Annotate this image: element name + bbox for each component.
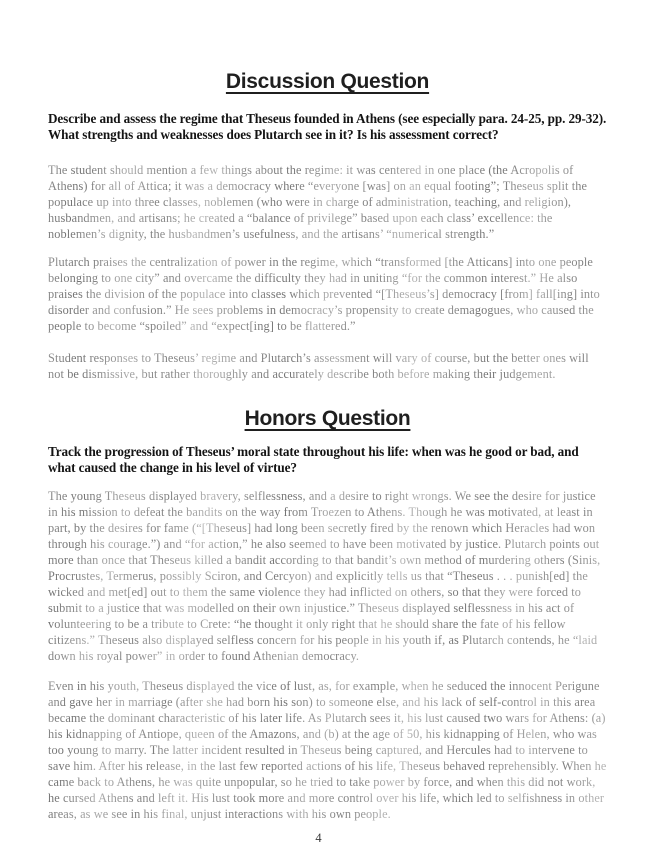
honors-question-text: Track the progression of Theseus’ moral state throughout his life: when was he good or bad, and what caused the change in his level of virtue? <box>48 444 579 475</box>
discussion-answer-paragraph: The student should mention a few things about the regime: it was centered in one place (the Acropolis of Athens) for all of Attica; it was a democracy where “everyone [was] on an equal footing”; Theseus split the populace up into three classes, noblemen (who were in charge of administration, teaching, and religion), husbandmen, and artisans; he created a “balance of privilege” based upon each class’ excellence: the noblemen’s dignity, the husbandmen’s usefulness, and the artisans’ “numerical strength.” <box>48 162 607 242</box>
discussion-answer-paragraph: Student responses to Theseus’ regime and Plutarch’s assessment will vary of course, but the better ones will not be dismissive, but rather thoroughly and accurately describe both before making their judgement. <box>48 350 607 382</box>
honors-question-heading: Honors Question <box>244 407 411 431</box>
honors-answer-paragraph: The young Theseus displayed bravery, selflessness, and a desire to right wrongs. We see the desire for justice in his mission to defeat the bandits on the way from Troezen to Athens. Though he was motivated, at least in part, by the desires for fame (“[Theseus] had long been secretly fired by the renown which Heracles had won through his courage.”) and “for action,” he also seemed to have been motivated by justice. Plutarch points out more than once that Theseus killed a bandit according to that bandit’s own method of murdering others (Sinis, Procrustes, Termerus, possibly Sciron, and Cercyon) and explicitly tells us that “Theseus . . . punish[ed] the wicked and met[ed] out to them the same violence they had inflicted on others, so that they were forced to submit to a justice that was modelled on their own injustice.” Theseus displayed selflessness in his act of volunteering to be a tribute to Crete: “he thought it only right that he should share the fate of his fellow citizens.” Theseus also displayed selfless concern for his people in his youth if, as Plutarch contends, he “laid down his royal power” in order to found Athenian democracy. <box>48 488 607 664</box>
discussion-question-text: Describe and assess the regime that Theseus founded in Athens (see especially para. 24-25, pp. 29-32). What strengths and weaknesses does Plutarch see in it? Is his assessment correct? <box>48 111 607 142</box>
discussion-answer-paragraph: Plutarch praises the centralization of power in the regime, which “transformed [the Atticans] into one people belonging to one city” and overcame the difficulty they had in uniting “for the common interest.” He also praises the division of the populace into classes which prevented “[Theseus’s] democracy [from] fall[ing] into disorder and confusion.” He sees problems in democracy’s propensity to create demagogues, who caused the people to become “spoiled” and “expect[ing] to be flattered.” <box>48 254 607 334</box>
discussion-question-heading: Discussion Question <box>225 70 430 93</box>
page-number: 4 <box>315 831 322 845</box>
honors-answer-paragraph: Even in his youth, Theseus displayed the vice of lust, as, for example, when he seduced the innocent Perigune and gave her in marriage (after she had born his son) to someone else, and his lack of self-control in this area became the dominant characteristic of his later life. As Plutarch sees it, his lust caused two wars for Athens: (a) his kidnapping of Antiope, queen of the Amazons, and (b) at the age of 50, his kidnapping of Helen, who was too young to marry. The latter incident resulted in Theseus being captured, and Hercules had to intervene to save him. After his release, in the last few reported actions of his life, Theseus behaved reprehensibly. When he came back to Athens, he was quite unpopular, so he tried to take power by force, and when this did not work, he cursed Athens and left it. His lust took more and more control over his life, which led to selfishness in other areas, as we see in his final, unjust interactions with his own people. <box>48 679 607 822</box>
